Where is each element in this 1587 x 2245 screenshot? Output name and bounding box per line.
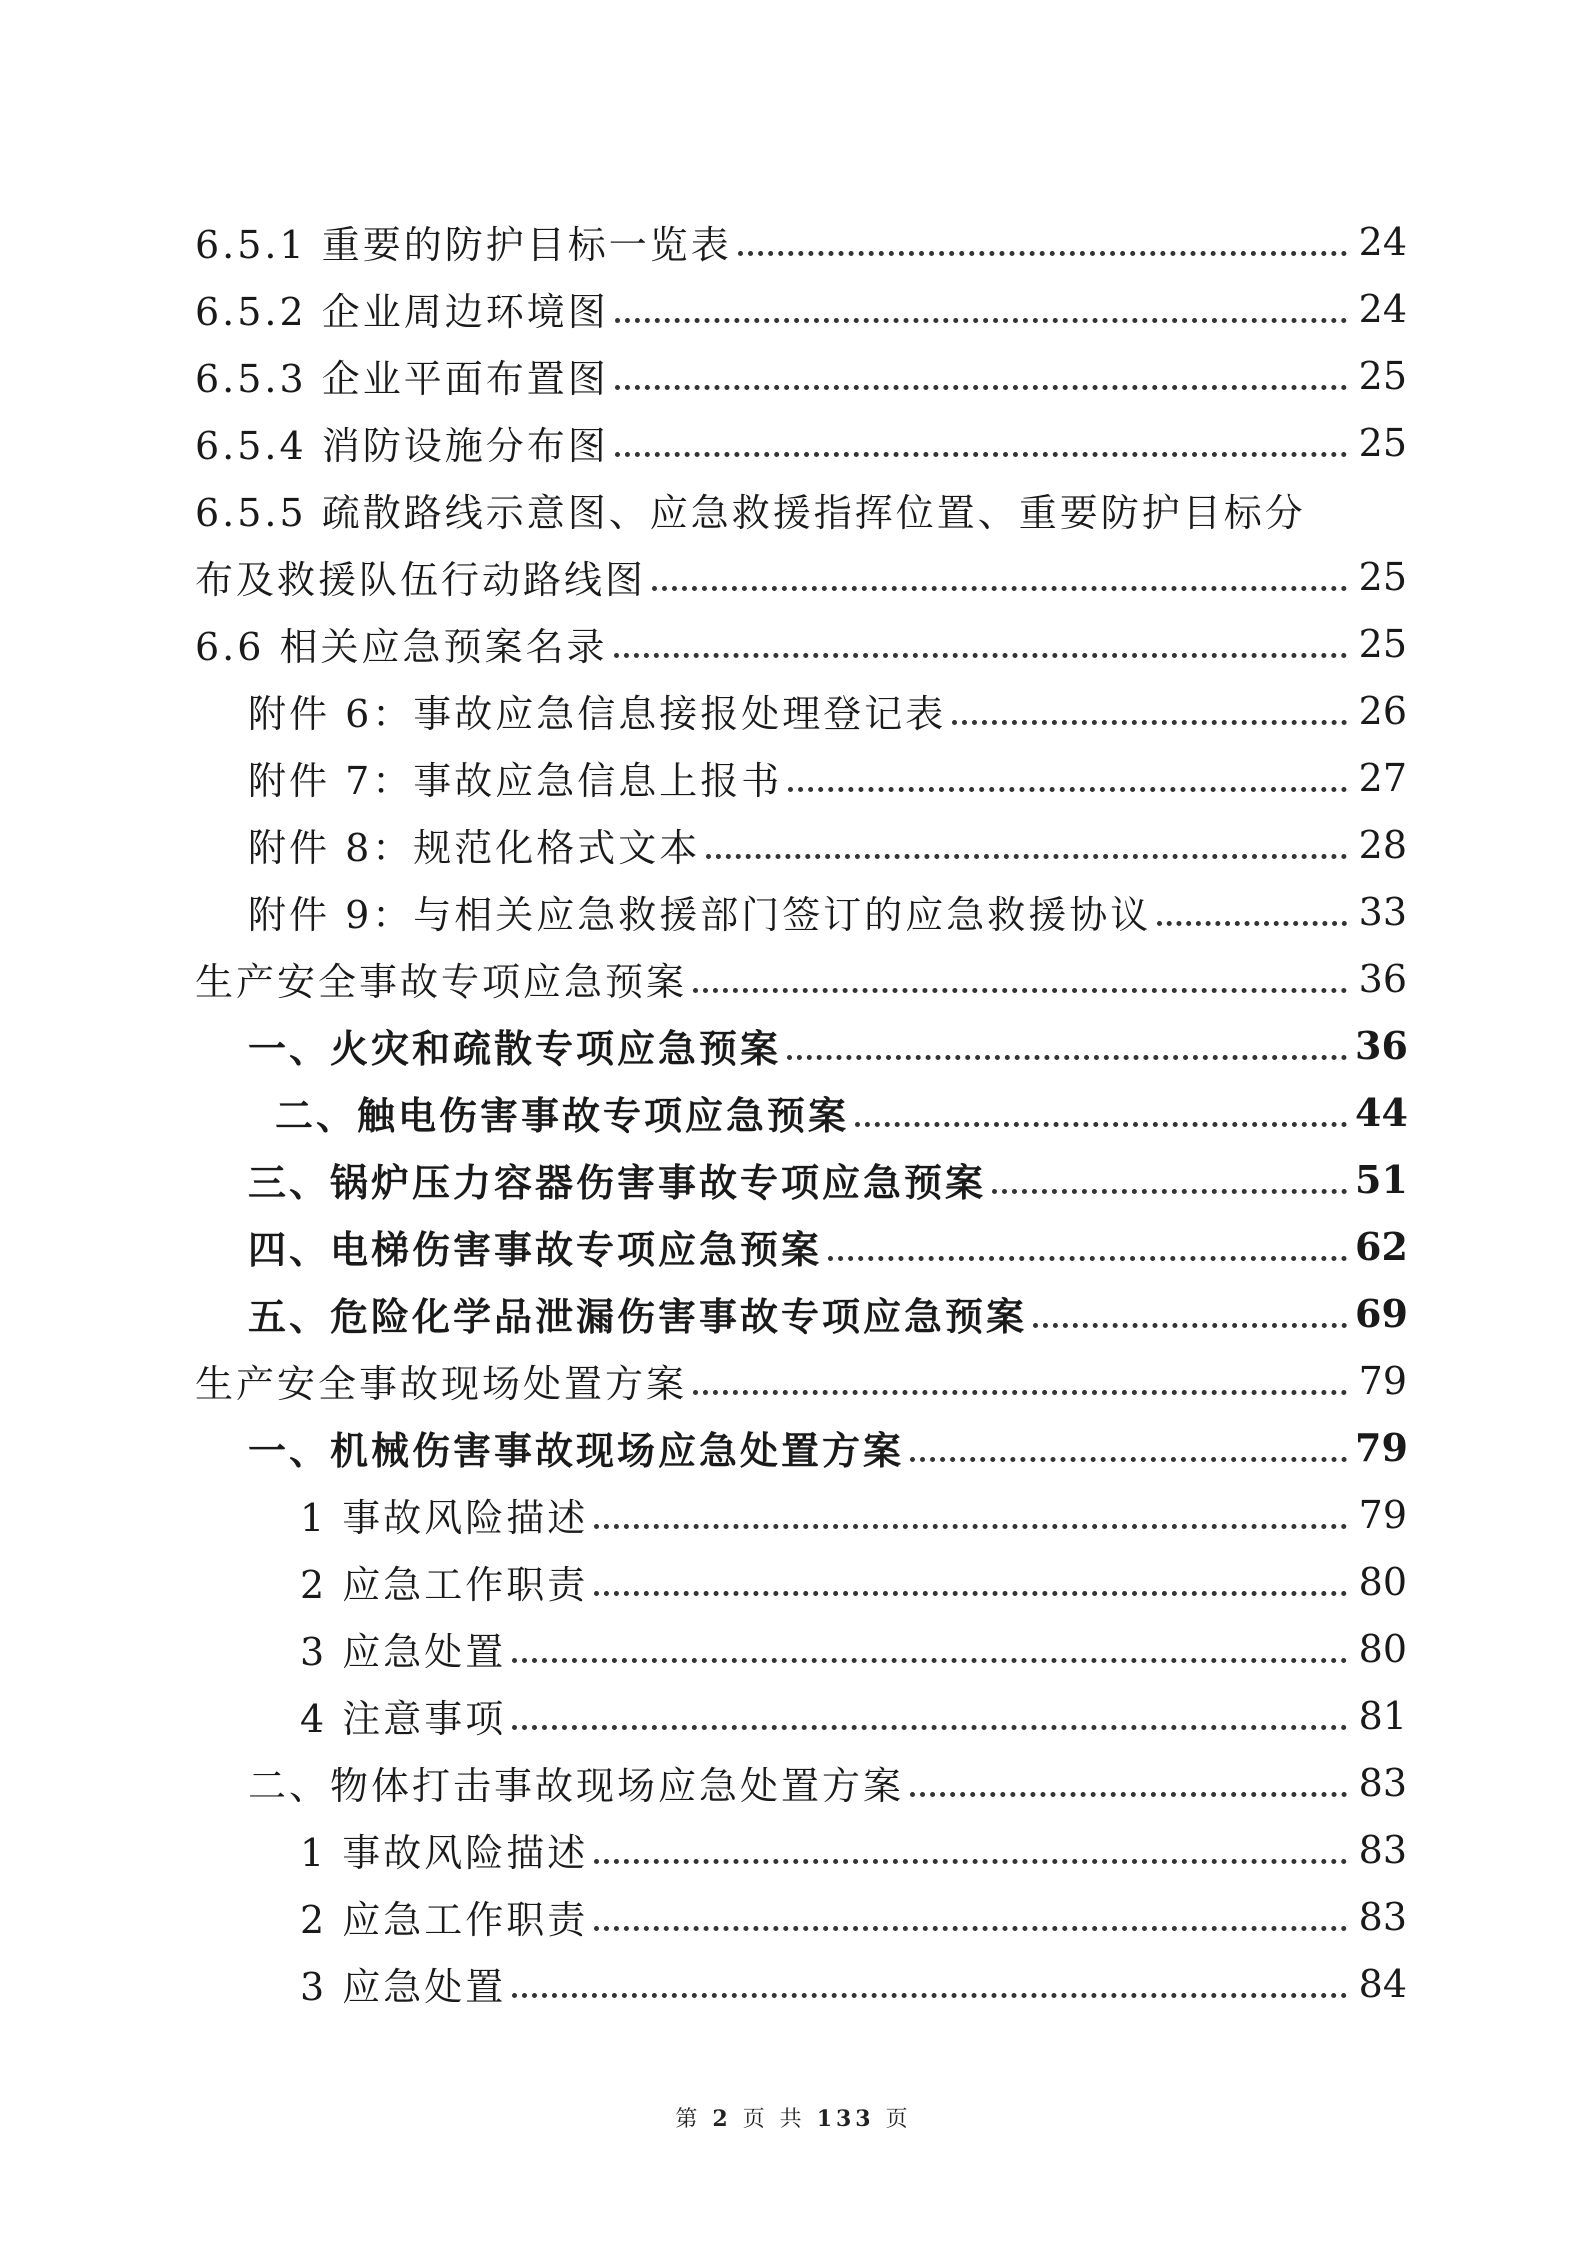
toc-leader [693, 988, 1347, 993]
toc-leader [855, 1122, 1347, 1127]
toc-entry-title: 附件 7：事故应急信息上报书 [248, 750, 788, 805]
toc-leader [512, 1993, 1347, 1998]
toc-entry[interactable] [0, 1883, 1587, 1950]
toc-entry-title: 1 事故风险描述 [300, 1487, 594, 1542]
toc-entry[interactable] [0, 1816, 1587, 1883]
toc-leader [910, 1792, 1347, 1797]
toc-entry[interactable] [0, 1414, 1587, 1481]
footer-middle: 页 共 [742, 2107, 806, 2132]
table-of-contents [0, 208, 1587, 2017]
toc-leader [992, 1189, 1347, 1194]
toc-entry-title: 3 应急处置 [300, 1956, 512, 2011]
toc-leader [706, 854, 1347, 859]
toc-entry[interactable] [0, 677, 1587, 744]
toc-entry-title: 一、火灾和疏散专项应急预案 [248, 1018, 787, 1073]
toc-entry-title: 3 应急处置 [300, 1621, 512, 1676]
toc-entry-page: 24 [1358, 219, 1407, 264]
toc-entry-title: 生产安全事故现场处置方案 [195, 1353, 693, 1408]
toc-entry-page: 80 [1358, 1626, 1407, 1671]
toc-entry-page: 81 [1358, 1693, 1407, 1738]
toc-entry-title: 五、危险化学品泄漏伤害事故专项应急预案 [248, 1286, 1033, 1341]
toc-entry-title: 6.6 相关应急预案名录 [195, 616, 614, 671]
toc-entry-title: 附件 8：规范化格式文本 [248, 817, 706, 872]
toc-entry[interactable] [0, 1213, 1587, 1280]
toc-leader [512, 1725, 1347, 1730]
toc-leader [614, 653, 1347, 658]
toc-entry[interactable] [0, 409, 1587, 476]
footer-current-page: 2 [712, 2106, 732, 2132]
toc-leader [828, 1256, 1347, 1261]
toc-entry-title: 三、锅炉压力容器伤害事故专项应急预案 [248, 1152, 992, 1207]
toc-entry[interactable] [0, 342, 1587, 409]
toc-entry-title: 附件 9：与相关应急救援部门签订的应急救援协议 [248, 884, 1157, 939]
toc-entry-page: 36 [1355, 1023, 1408, 1068]
toc-entry-page: 27 [1358, 755, 1407, 800]
toc-entry-page: 26 [1358, 688, 1407, 733]
toc-entry[interactable] [0, 1682, 1587, 1749]
toc-entry[interactable] [0, 1481, 1587, 1548]
toc-entry-page: 28 [1358, 822, 1407, 867]
toc-leader [788, 787, 1347, 792]
toc-entry-title: 6.5.3 企业平面布置图 [195, 348, 615, 403]
toc-entry[interactable] [0, 1950, 1587, 2017]
toc-entry-title: 二、物体打击事故现场应急处置方案 [248, 1755, 910, 1810]
toc-entry-title: 四、电梯伤害事故专项应急预案 [248, 1219, 828, 1274]
toc-leader [615, 318, 1347, 323]
toc-entry-page: 84 [1358, 1961, 1407, 2006]
toc-entry-page: 79 [1358, 1358, 1407, 1403]
toc-leader [594, 1859, 1347, 1864]
toc-entry[interactable] [0, 1548, 1587, 1615]
toc-entry-title: 2 应急工作职责 [300, 1889, 594, 1944]
toc-entry-page: 24 [1358, 286, 1407, 331]
toc-entry-continuation[interactable] [0, 543, 1587, 610]
toc-leader [1157, 921, 1347, 926]
toc-entry-page: 79 [1358, 1492, 1407, 1537]
toc-leader [594, 1524, 1347, 1529]
toc-leader [615, 452, 1347, 457]
toc-entry-title: 一、机械伤害事故现场应急处置方案 [248, 1420, 910, 1475]
toc-leader [952, 720, 1347, 725]
toc-entry-wrapped-line[interactable] [0, 476, 1587, 543]
page-footer [0, 2102, 1587, 2133]
toc-entry[interactable] [0, 1749, 1587, 1816]
toc-entry-page: 79 [1355, 1425, 1408, 1470]
toc-entry-title: 6.5.1 重要的防护目标一览表 [195, 214, 738, 269]
toc-leader [594, 1926, 1347, 1931]
toc-entry[interactable] [0, 208, 1587, 275]
toc-leader [652, 586, 1347, 591]
toc-entry-title: 2 应急工作职责 [300, 1554, 594, 1609]
toc-entry[interactable] [0, 744, 1587, 811]
toc-entry[interactable] [0, 1280, 1587, 1347]
toc-entry-page: 69 [1355, 1291, 1408, 1336]
toc-entry-page: 83 [1358, 1827, 1407, 1872]
toc-entry[interactable] [0, 1012, 1587, 1079]
toc-entry[interactable] [0, 1079, 1587, 1146]
toc-entry-title: 附件 6：事故应急信息接报处理登记表 [248, 683, 952, 738]
toc-leader [1033, 1323, 1347, 1328]
toc-entry-title: 二、触电伤害事故专项应急预案 [275, 1085, 855, 1140]
toc-entry-title: 生产安全事故专项应急预案 [195, 951, 693, 1006]
toc-entry-title: 4 注意事项 [300, 1688, 512, 1743]
toc-entry-page: 44 [1355, 1090, 1408, 1135]
toc-entry-page: 83 [1358, 1894, 1407, 1939]
toc-entry-page: 25 [1358, 554, 1407, 599]
toc-entry[interactable] [0, 878, 1587, 945]
toc-entry-title: 1 事故风险描述 [300, 1822, 594, 1877]
toc-entry[interactable] [0, 1615, 1587, 1682]
toc-entry-title: 6.5.2 企业周边环境图 [195, 281, 615, 336]
toc-leader [512, 1658, 1347, 1663]
toc-entry-title: 布及救援队伍行动路线图 [195, 549, 652, 604]
toc-entry[interactable] [0, 275, 1587, 342]
toc-entry-page: 62 [1355, 1224, 1408, 1269]
toc-entry[interactable] [0, 1146, 1587, 1213]
footer-total-pages: 133 [816, 2106, 875, 2132]
toc-leader [693, 1390, 1347, 1395]
toc-leader [738, 251, 1347, 256]
toc-entry[interactable] [0, 945, 1587, 1012]
toc-entry-title: 6.5.4 消防设施分布图 [195, 415, 615, 470]
toc-leader [594, 1591, 1347, 1596]
toc-entry-page: 83 [1358, 1760, 1407, 1805]
toc-entry-page: 33 [1358, 889, 1407, 934]
toc-leader [615, 385, 1347, 390]
toc-entry-page: 25 [1358, 621, 1407, 666]
toc-entry[interactable] [0, 811, 1587, 878]
toc-entry-page: 36 [1358, 956, 1407, 1001]
toc-entry-page: 51 [1355, 1157, 1408, 1202]
toc-entry-title: 6.5.5 疏散路线示意图、应急救援指挥位置、重要防护目标分 [195, 482, 1306, 537]
toc-leader [787, 1055, 1347, 1060]
footer-prefix: 第 [675, 2107, 702, 2132]
toc-entry-page: 25 [1358, 420, 1407, 465]
footer-suffix: 页 [885, 2107, 912, 2132]
toc-entry[interactable] [0, 610, 1587, 677]
toc-entry-page: 80 [1358, 1559, 1407, 1604]
toc-entry-page: 25 [1358, 353, 1407, 398]
toc-entry[interactable] [0, 1347, 1587, 1414]
toc-leader [910, 1457, 1347, 1462]
